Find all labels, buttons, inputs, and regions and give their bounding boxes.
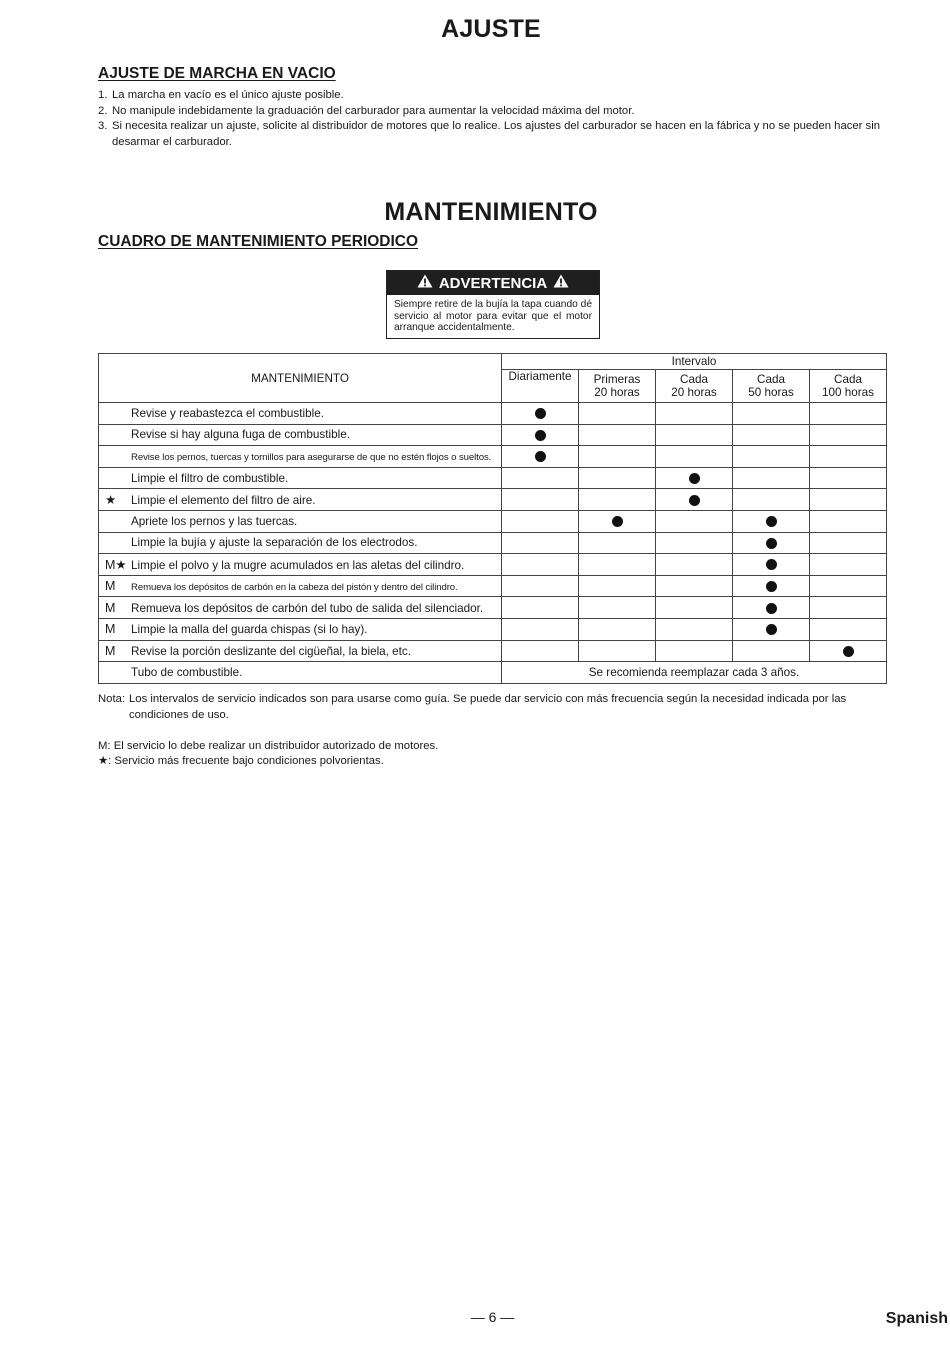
col-header-intervalo: Intervalo — [502, 354, 887, 370]
note-label: Nota: — [98, 693, 126, 705]
task-text: Revise si hay alguna fuga de combustible. — [131, 428, 350, 442]
interval-cell — [656, 597, 733, 619]
language-label: Spanish — [885, 1310, 948, 1327]
interval-mark-dot — [843, 646, 854, 657]
interval-cell — [656, 554, 733, 576]
task-cell — [99, 618, 502, 640]
interval-cell — [733, 446, 810, 468]
table-row — [99, 597, 887, 619]
interval-cell — [502, 618, 579, 640]
interval-cell — [579, 640, 656, 662]
interval-cell — [733, 424, 810, 446]
interval-mark-dot — [535, 408, 546, 419]
interval-cell — [502, 640, 579, 662]
note-text: Los intervalos de servicio indicados son para usarse como guía. Se puede dar servicio con más frecuencia según la necesidad indicada por las condiciones de uso. — [129, 693, 847, 721]
interval-cell — [656, 489, 733, 511]
list-text: Si necesita realizar un ajuste, solicite al distribuidor de motores que lo realice. Los ajustes del carburador se hacen en la fábrica y no se pueden hacer sin desarmar el carburador. — [112, 120, 880, 148]
interval-mark-dot — [766, 559, 777, 570]
interval-mark-dot — [766, 581, 777, 592]
interval-cell — [656, 575, 733, 597]
task-cell — [99, 662, 502, 684]
interval-cell — [733, 640, 810, 662]
interval-cell — [733, 489, 810, 511]
interval-cell — [579, 403, 656, 425]
interval-label-line1: Cada — [680, 373, 708, 386]
interval-cell — [579, 618, 656, 640]
interval-mark-dot — [766, 624, 777, 635]
interval-cell — [733, 597, 810, 619]
task-cell — [99, 446, 502, 468]
interval-cell — [733, 467, 810, 489]
table-row — [99, 618, 887, 640]
interval-cell — [656, 467, 733, 489]
interval-cell — [502, 575, 579, 597]
table-row — [99, 403, 887, 425]
service-symbol: ★ — [105, 493, 117, 508]
interval-cell — [502, 424, 579, 446]
table-row — [99, 424, 887, 446]
replacement-note: Se recomienda reemplazar cada 3 años. — [502, 662, 887, 684]
interval-cell — [502, 532, 579, 554]
list-text: No manipule indebidamente la graduación del carburador para aumentar la velocidad máxima del motor. — [112, 104, 635, 117]
table-row — [99, 489, 887, 511]
interval-header — [579, 370, 656, 403]
interval-label-line2: 100 horas — [822, 386, 875, 399]
interval-cell — [733, 403, 810, 425]
warning-box — [386, 270, 600, 339]
interval-cell — [810, 554, 887, 576]
interval-cell — [810, 640, 887, 662]
interval-cell — [810, 532, 887, 554]
list-item — [98, 104, 888, 120]
task-text: Limpie la bujía y ajuste la separación de los electrodos. — [131, 536, 418, 550]
interval-cell — [579, 424, 656, 446]
interval-cell — [810, 403, 887, 425]
interval-cell — [502, 403, 579, 425]
interval-cell — [810, 597, 887, 619]
warning-text: Siempre retire de la bujía la tapa cuando dé servicio al motor para evitar que el motor arranque accidentalmente. — [394, 299, 592, 333]
page-number: — 6 — — [470, 1309, 515, 1325]
task-text: Limpie el polvo y la mugre acumulados en las aletas del cilindro. — [131, 558, 465, 572]
warning-header — [387, 271, 599, 295]
table-row — [99, 446, 887, 468]
table-row — [99, 510, 887, 532]
table-row — [99, 467, 887, 489]
table-row — [99, 575, 887, 597]
interval-cell — [502, 554, 579, 576]
list-number: 2. — [98, 104, 108, 117]
interval-cell — [579, 510, 656, 532]
col-header-mantenimiento: MANTENIMIENTO — [99, 354, 502, 403]
task-text: Apriete los pernos y las tuercas. — [131, 514, 298, 528]
interval-cell — [810, 618, 887, 640]
task-text: Limpie el filtro de combustible. — [131, 471, 289, 485]
interval-header — [502, 370, 579, 403]
task-cell — [99, 532, 502, 554]
service-symbol: M — [105, 622, 116, 637]
interval-cell — [579, 597, 656, 619]
table-row — [99, 554, 887, 576]
interval-cell — [733, 510, 810, 532]
task-cell — [99, 489, 502, 511]
legend-star: ★: Servicio más frecuente bajo condiciones polvorientas. — [98, 755, 384, 767]
subtitle-ajuste-marcha: AJUSTE DE MARCHA EN VACIO — [98, 65, 336, 82]
task-cell — [99, 467, 502, 489]
interval-label-line1: Primeras — [593, 373, 641, 386]
interval-label-line1: Cada — [834, 373, 862, 386]
legend-m: M: El servicio lo debe realizar un distribuidor autorizado de motores. — [98, 740, 439, 752]
service-symbol: M — [105, 643, 116, 658]
interval-label-line2: 50 horas — [748, 386, 794, 399]
table-row — [99, 532, 887, 554]
list-number: 1. — [98, 89, 108, 101]
list-number: 3. — [98, 120, 108, 132]
interval-mark-dot — [535, 430, 546, 441]
task-cell — [99, 403, 502, 425]
task-cell — [99, 640, 502, 662]
service-symbol: M — [105, 579, 116, 594]
task-text: Remueva los depósitos de carbón en la cabeza del pistón y dentro del cilindro. — [131, 582, 458, 594]
section-title-mantenimiento: MANTENIMIENTO — [384, 198, 598, 226]
task-cell — [99, 597, 502, 619]
interval-cell — [502, 489, 579, 511]
section-title-ajuste: AJUSTE — [441, 15, 541, 43]
service-symbol: M — [105, 600, 116, 615]
interval-cell — [656, 446, 733, 468]
list-item — [98, 88, 888, 104]
list-item — [98, 119, 888, 150]
interval-mark-dot — [689, 495, 700, 506]
interval-cell — [656, 532, 733, 554]
task-cell — [99, 510, 502, 532]
task-text: Remueva los depósitos de carbón del tubo de salida del silenciador. — [131, 601, 484, 615]
interval-cell — [656, 640, 733, 662]
interval-mark-dot — [766, 603, 777, 614]
maintenance-table — [98, 353, 887, 684]
interval-cell — [656, 403, 733, 425]
interval-cell — [656, 618, 733, 640]
interval-header — [656, 370, 733, 403]
interval-mark-dot — [535, 451, 546, 462]
task-cell — [99, 424, 502, 446]
interval-cell — [810, 446, 887, 468]
task-cell — [99, 554, 502, 576]
interval-cell — [733, 618, 810, 640]
interval-cell — [810, 424, 887, 446]
interval-header — [810, 370, 887, 403]
interval-cell — [502, 597, 579, 619]
task-text: Revise la porción deslizante del cigüeñal, la biela, etc. — [131, 644, 412, 658]
ajuste-list — [98, 88, 888, 150]
interval-cell — [579, 489, 656, 511]
interval-cell — [579, 554, 656, 576]
interval-cell — [810, 467, 887, 489]
task-text: Tubo de combustible. — [131, 665, 243, 679]
interval-cell — [502, 467, 579, 489]
interval-cell — [502, 446, 579, 468]
interval-label-line2: 20 horas — [671, 386, 717, 399]
interval-mark-dot — [766, 538, 777, 549]
task-text: Limpie la malla del guarda chispas (si lo hay). — [131, 623, 368, 637]
interval-cell — [733, 554, 810, 576]
table-row — [99, 662, 887, 684]
interval-header — [733, 370, 810, 403]
interval-label-line1: Diariamente — [508, 370, 572, 383]
interval-cell — [733, 532, 810, 554]
service-symbol: M★ — [105, 557, 127, 572]
interval-cell — [579, 446, 656, 468]
interval-cell — [579, 532, 656, 554]
task-text: Limpie el elemento del filtro de aire. — [131, 494, 316, 508]
interval-label-line2: 20 horas — [594, 386, 640, 399]
interval-cell — [656, 424, 733, 446]
task-text: Revise los pernos, tuercas y tornillos para asegurarse de que no estén flojos o sueltos. — [131, 451, 492, 463]
task-cell — [99, 575, 502, 597]
interval-cell — [810, 489, 887, 511]
interval-label-line1: Cada — [757, 373, 785, 386]
interval-cell — [656, 510, 733, 532]
interval-cell — [579, 467, 656, 489]
interval-mark-dot — [689, 473, 700, 484]
subtitle-cuadro-mantenimiento: CUADRO DE MANTENIMIENTO PERIODICO — [98, 233, 419, 250]
interval-cell — [810, 510, 887, 532]
interval-mark-dot — [612, 516, 623, 527]
list-text: La marcha en vacío es el único ajuste posible. — [112, 89, 344, 101]
interval-cell — [579, 575, 656, 597]
warning-triangle-icon — [417, 274, 433, 292]
warning-label: ADVERTENCIA — [438, 274, 548, 292]
interval-mark-dot — [766, 516, 777, 527]
interval-cell — [810, 575, 887, 597]
task-text: Revise y reabastezca el combustible. — [131, 406, 324, 420]
interval-cell — [733, 575, 810, 597]
table-row — [99, 640, 887, 662]
warning-triangle-icon — [553, 274, 569, 292]
interval-cell — [502, 510, 579, 532]
note-block — [98, 692, 888, 723]
